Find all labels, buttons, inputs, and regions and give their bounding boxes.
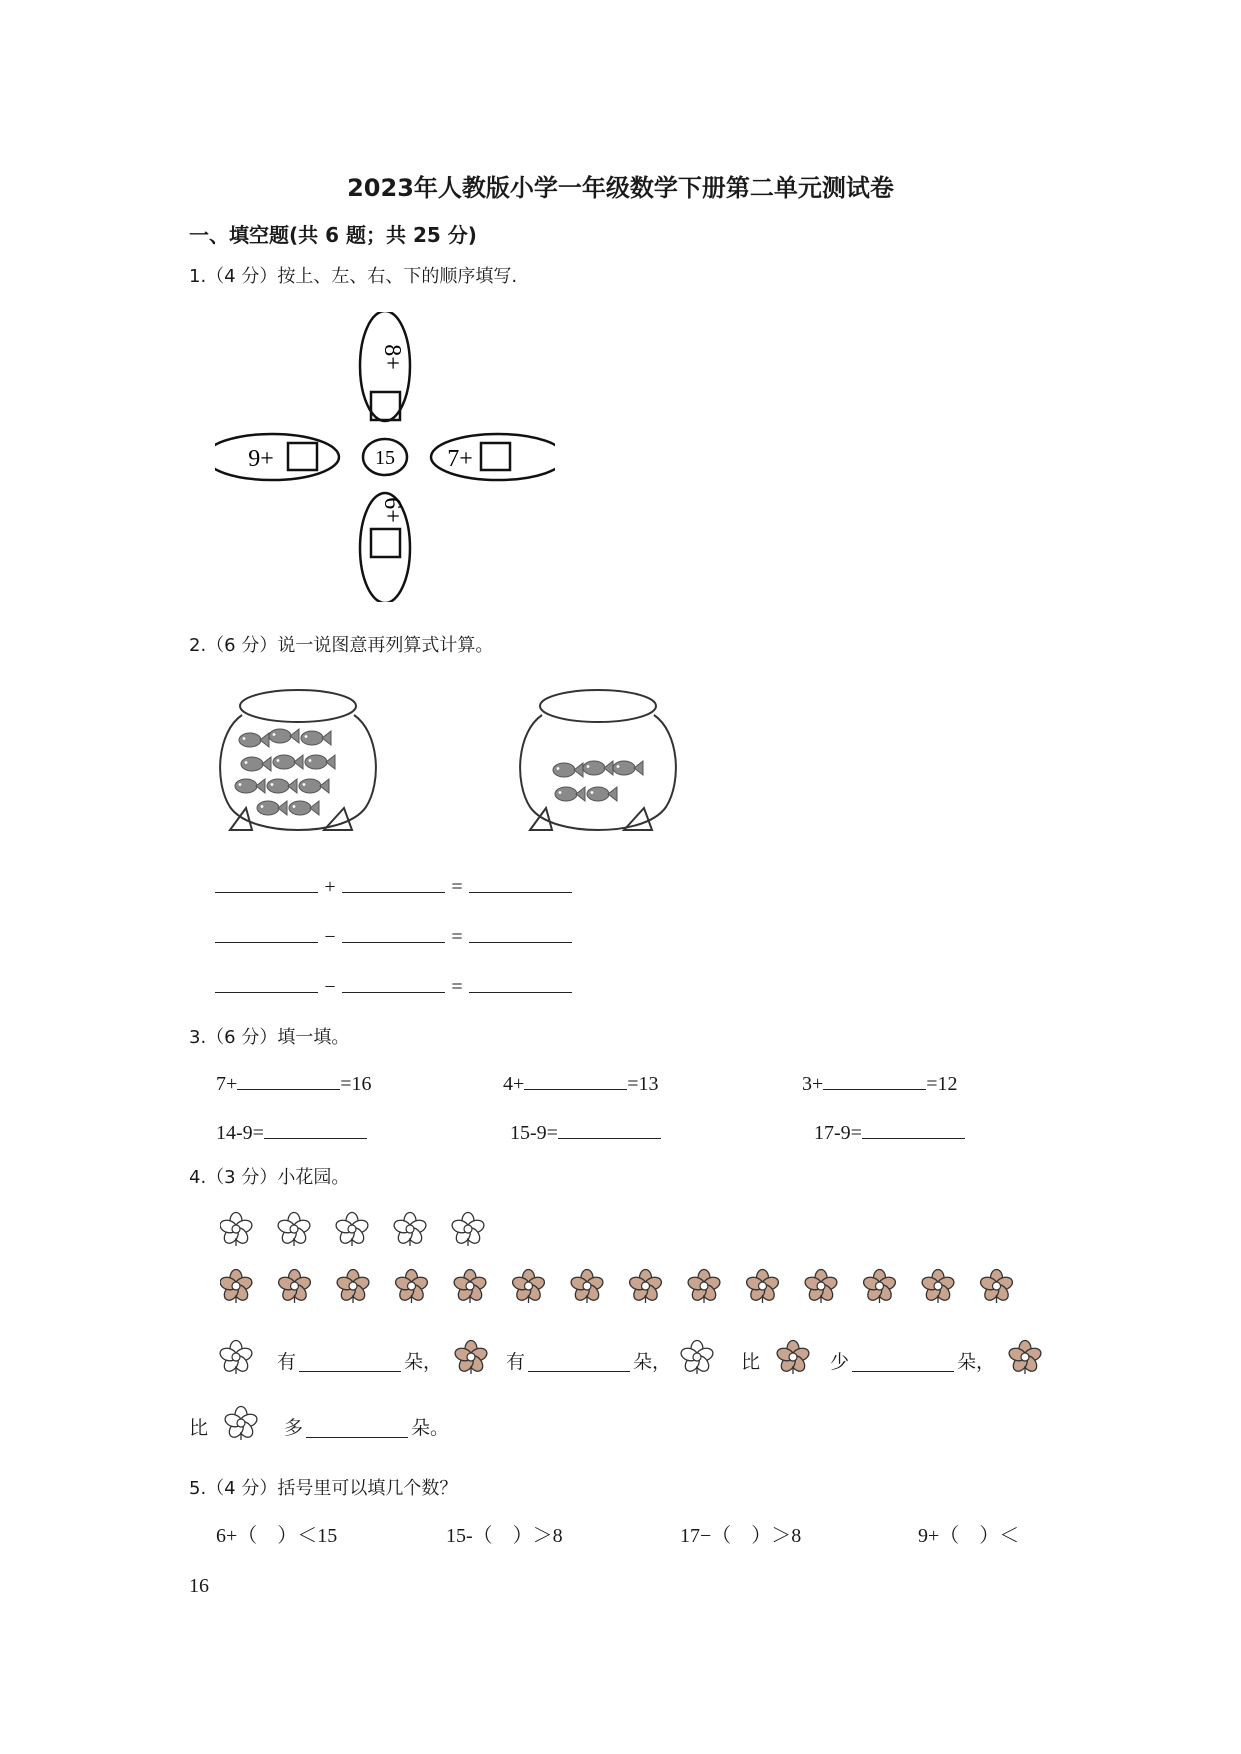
question-3-label: 3.（6 分）填一填。 [189,1027,350,1048]
center-number: 15 [375,447,395,469]
answer-blank[interactable] [215,872,318,893]
equals-sign: = [451,976,463,998]
page-title: 2023年人教版小学一年级数学下册第二单元测试卷 [347,174,894,202]
question-4-label: 4.（3 分）小花园。 [189,1167,350,1188]
answer-blank[interactable] [215,972,318,993]
fish-icon [273,755,303,769]
fish-icon [555,787,585,801]
answer-blank[interactable] [528,1351,630,1372]
answer-blank[interactable] [469,972,572,993]
brown-flower-icon [745,1270,780,1304]
fish-bowl-left [212,682,384,848]
fish-icon [587,787,617,801]
plus-sign: + [324,876,336,898]
fill-item-prefix: 17-9= [814,1122,862,1144]
white-flower-icon [334,1213,369,1247]
fill-item-prefix: 15-9= [510,1122,558,1144]
fill-item [510,1118,661,1145]
comparison-item: 9+（ ）＜ [918,1525,1020,1547]
top-expression: 8+ [379,344,405,370]
brown-flower-icon [803,1270,838,1304]
answer-blank[interactable] [524,1069,627,1090]
answer-blank[interactable] [342,922,445,943]
answer-blank[interactable] [342,872,445,893]
answer-blank[interactable] [306,1417,408,1438]
white-flower-icon [276,1213,311,1247]
fish-bowl-right [512,682,684,848]
comparison-item: 6+（ ）＜15 [216,1525,338,1547]
brown-flower-icon [394,1270,429,1304]
fill-item [216,1118,367,1145]
answer-blank[interactable] [342,972,445,993]
fish-icon [613,761,643,775]
question-5-label: 5.（4 分）括号里可以填几个数？ [189,1478,458,1499]
answer-blank[interactable] [852,1351,954,1372]
sentence-text: 朵， [957,1351,996,1373]
fish-icon [299,779,329,793]
sentence-text: 朵， [404,1351,443,1373]
brown-flower-icon [277,1270,312,1304]
brown-flower-icon [220,1270,254,1304]
fish-icon [267,779,297,793]
white-flower-icon [450,1213,485,1247]
fish-icon [583,761,613,775]
sentence-text: 有 [506,1351,526,1373]
sentence-text: 少 [830,1351,850,1373]
fill-item-prefix: 4+ [503,1073,525,1095]
brown-flower-icon [569,1270,604,1304]
fill-item [802,1069,958,1096]
equation-row-3 [215,972,572,999]
brown-flower-icon [862,1270,897,1304]
fish-icon [289,801,319,815]
brown-flower-icon [686,1270,721,1304]
brown-flower-icon [1008,1337,1042,1377]
brown-flower-icon [628,1270,663,1304]
answer-blank[interactable] [299,1351,401,1372]
fish-icon [553,763,583,777]
left-expression: 9+ [248,446,274,472]
white-flower-row [220,1211,500,1251]
equals-sign: = [451,876,463,898]
minus-sign: − [324,926,336,948]
fill-item-prefix: 3+ [802,1073,824,1095]
fill-item-suffix: =13 [627,1073,659,1095]
answer-blank[interactable] [469,922,572,943]
white-flower-icon [392,1213,427,1247]
fill-item-prefix: 7+ [216,1073,238,1095]
sentence-text: 比 [741,1351,761,1373]
right-expression: 7+ [447,446,473,472]
question-2-label: 2.（6 分）说一说图意再列算式计算。 [189,635,494,656]
equation-row-1 [215,872,572,899]
brown-flower-icon [776,1337,810,1377]
brown-flower-icon [511,1270,546,1304]
fish-icon [305,755,335,769]
equation-row-2 [215,922,572,949]
sentence-text: 朵， [633,1351,672,1373]
answer-blank[interactable] [264,1118,367,1139]
answer-blank[interactable] [469,872,572,893]
answer-blank[interactable] [862,1118,965,1139]
brown-flower-icon [452,1270,487,1304]
sentence-text: 比 [189,1417,209,1439]
answer-blank[interactable] [237,1069,340,1090]
white-flower-icon [680,1337,714,1377]
brown-flower-icon [920,1270,955,1304]
fish-icon [301,731,331,745]
sentence-text: 朵。 [411,1417,450,1439]
fill-item [503,1069,659,1096]
fish-icon [239,733,269,747]
comparison-item-wrap: 16 [189,1575,209,1597]
fish-icon [269,729,299,743]
answer-blank[interactable] [823,1069,926,1090]
white-flower-icon [220,1213,254,1247]
brown-flower-row [220,1268,1020,1308]
brown-flower-icon [979,1270,1014,1304]
fill-item-prefix: 14-9= [216,1122,264,1144]
answer-blank[interactable] [558,1118,661,1139]
fish-icon [257,801,287,815]
fill-item [814,1118,965,1145]
comparison-item: 15-（ ）＞8 [446,1525,563,1547]
brown-flower-icon [454,1337,488,1377]
sentence-text: 多 [284,1417,304,1439]
minus-sign: − [324,976,336,998]
sentence-text: 有 [277,1351,297,1373]
fish-icon [241,757,271,771]
answer-blank[interactable] [215,922,318,943]
question-1-figure [215,312,555,602]
brown-flower-icon [335,1270,370,1304]
question-1-label: 1.（4 分）按上、左、右、下的顺序填写. [189,266,518,287]
equals-sign: = [451,926,463,948]
white-flower-icon [224,1403,258,1443]
fill-item [216,1069,372,1096]
fish-icon [235,779,265,793]
fill-item-suffix: =16 [340,1073,372,1095]
comparison-item: 17−（ ）＞8 [680,1525,802,1547]
fill-item-suffix: =12 [926,1073,958,1095]
section-heading: 一、填空题(共 6 题；共 25 分) [189,223,477,247]
white-flower-icon [219,1337,253,1377]
bottom-expression: 6+ [379,497,405,523]
